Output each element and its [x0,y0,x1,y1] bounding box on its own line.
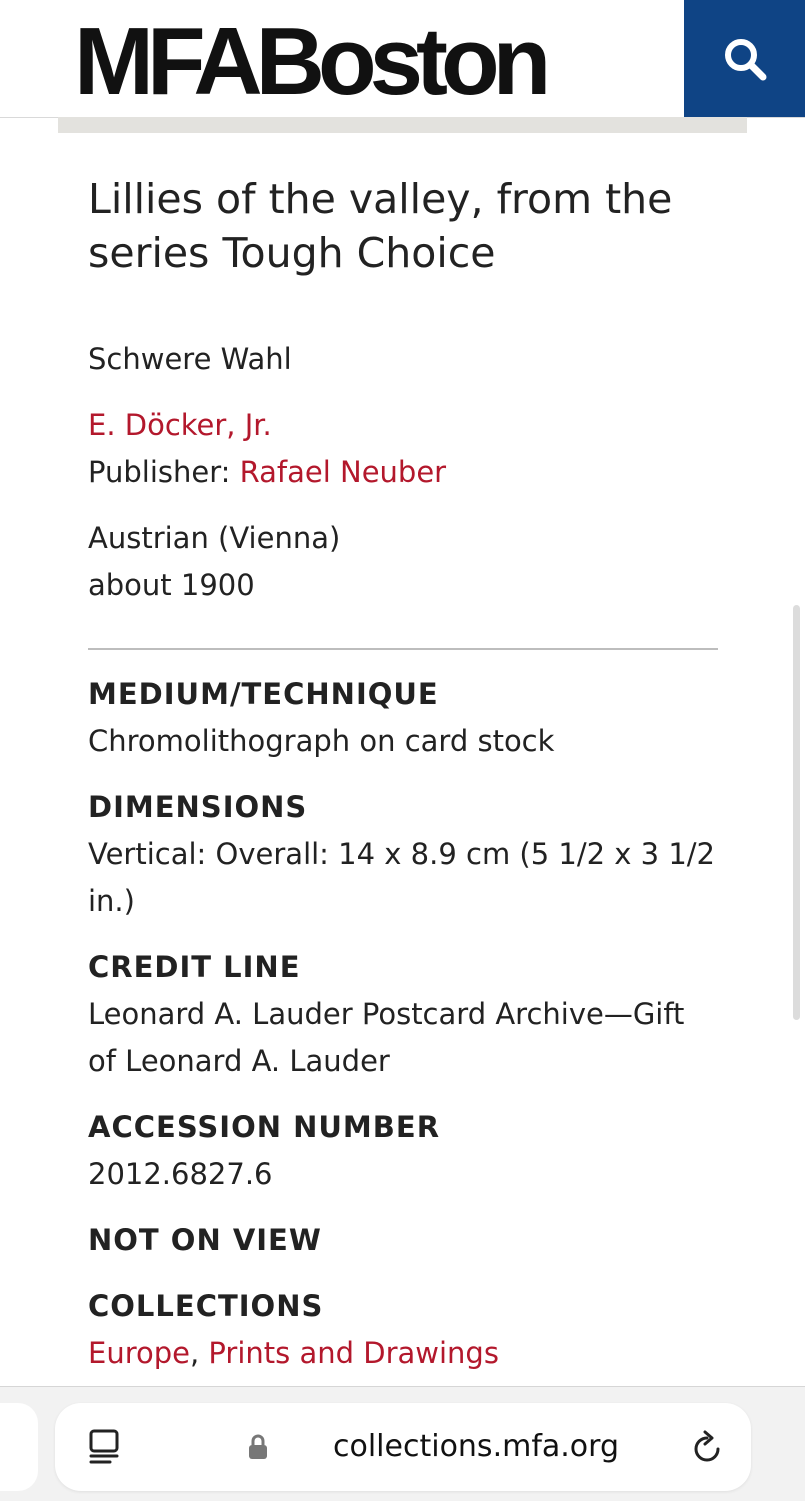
artist-line [88,402,718,449]
address-bar[interactable] [55,1403,751,1491]
lock-indicator [248,1434,268,1464]
reload-button[interactable] [691,1430,723,1468]
previous-tab-preview[interactable] [0,1403,38,1491]
medium-label: MEDIUM/TECHNIQUE [88,677,439,711]
mfa-boston-logo[interactable]: MFABoston [74,8,545,115]
accession-number-value: 2012.6827.6 [88,1157,273,1191]
view-status: NOT ON VIEW [88,1223,322,1257]
section-divider [88,648,718,650]
object-details [88,172,718,1377]
page-scrollbar[interactable] [793,605,800,1020]
publisher-label: Publisher: [88,455,240,489]
reader-button[interactable] [88,1429,120,1469]
search-button[interactable] [684,0,805,117]
object-title: Lillies of the valley, from the series Tough Choice [88,175,673,277]
browser-toolbar [0,1386,805,1501]
site-header [0,0,805,118]
culture: Austrian (Vienna) [88,521,341,555]
publisher-line [88,449,718,496]
dimensions-value: Vertical: Overall: 14 x 8.9 cm (5 1/2 x 3 1/2 in.) [88,837,716,918]
url-text[interactable]: collections.mfa.org [333,1429,620,1464]
collections-value [88,1330,718,1377]
publisher-link[interactable]: Rafael Neuber [239,455,447,489]
accession-number-label: ACCESSION NUMBER [88,1110,441,1144]
object-image-edge [58,117,747,133]
artist-link[interactable]: E. Döcker, Jr. [88,408,272,442]
collection-link-europe[interactable]: Europe [88,1336,190,1370]
collections-label: COLLECTIONS [88,1289,324,1323]
collections-separator: , [189,1336,209,1370]
reload-icon [691,1430,723,1464]
alternate-title: Schwere Wahl [88,342,292,376]
lock-icon [248,1434,268,1460]
credit-line-label: CREDIT LINE [88,950,301,984]
reader-icon [88,1429,120,1465]
credit-line-value: Leonard A. Lauder Postcard Archive—Gift of Leonard A. Lauder [88,997,685,1078]
medium-value: Chromolithograph on card stock [88,724,555,758]
dimensions-label: DIMENSIONS [88,790,308,824]
search-icon [721,35,769,83]
collection-link-prints-and-drawings[interactable]: Prints and Drawings [208,1336,499,1370]
date: about 1900 [88,568,255,602]
